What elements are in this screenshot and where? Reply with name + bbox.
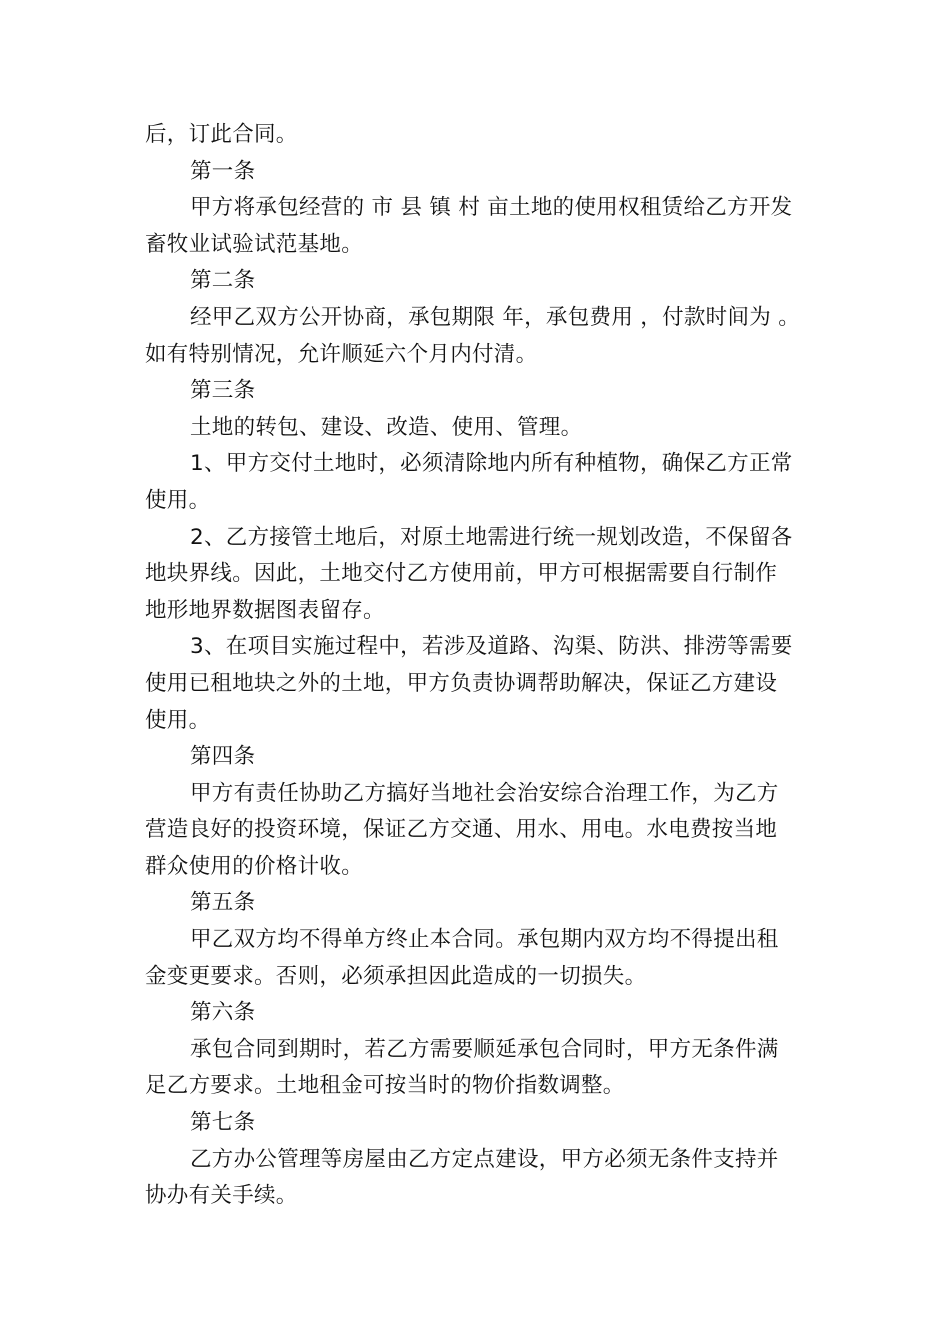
text-line: 使用。: [145, 487, 211, 513]
article-heading-2: 第二条: [190, 268, 256, 294]
text-line: 协办有关手续。: [145, 1183, 298, 1209]
text-line: 2、乙方接管土地后，对原土地需进行统一规划改造，不保留各: [190, 524, 793, 550]
text-line: 地形地界数据图表留存。: [145, 597, 385, 623]
text-line: 乙方办公管理等房屋由乙方定点建设，甲方必须无条件支持并: [190, 1146, 779, 1172]
text-line: 使用。: [145, 707, 211, 733]
article-heading-7: 第七条: [190, 1110, 256, 1136]
text-line: 金变更要求。否则，必须承担因此造成的一切损失。: [145, 963, 647, 989]
text-line: 后，订此合同。: [145, 122, 298, 147]
article-heading-4: 第四条: [190, 744, 256, 770]
article-heading-1: 第一条: [190, 158, 256, 184]
text-line: 土地的转包、建设、改造、使用、管理。: [190, 414, 583, 440]
text-line: 如有特别情况，允许顺延六个月内付清。: [145, 341, 538, 367]
text-line: 1、甲方交付土地时，必须清除地内所有种植物，确保乙方正常: [190, 451, 793, 477]
text-line: 地块界线。因此，土地交付乙方使用前，甲方可根据需要自行制作: [145, 561, 778, 587]
text-line: 营造良好的投资环境，保证乙方交通、用水、用电。水电费按当地: [145, 817, 778, 843]
text-line: 使用已租地块之外的土地，甲方负责协调帮助解决，保证乙方建设: [145, 670, 778, 696]
text-line: 经甲乙双方公开协商，承包期限 年，承包费用 ，付款时间为 。: [190, 304, 801, 330]
text-line: 承包合同到期时，若乙方需要顺延承包合同时，甲方无条件满: [190, 1036, 779, 1062]
document-page: [145, 117, 815, 1215]
text-line: 甲方有责任协助乙方搞好当地社会治安综合治理工作，为乙方: [190, 780, 779, 806]
article-heading-3: 第三条: [190, 378, 256, 404]
article-heading-5: 第五条: [190, 890, 256, 916]
article-heading-6: 第六条: [190, 1000, 256, 1026]
text-line: 足乙方要求。土地租金可按当时的物价指数调整。: [145, 1073, 625, 1099]
text-line: 群众使用的价格计收。: [145, 853, 364, 879]
text-line: 3、在项目实施过程中，若涉及道路、沟渠、防洪、排涝等需要: [190, 634, 793, 660]
text-line: 甲乙双方均不得单方终止本合同。承包期内双方均不得提出租: [190, 927, 779, 953]
text-line: 畜牧业试验试范基地。: [145, 231, 364, 257]
text-line: 甲方将承包经营的 市 县 镇 村 亩土地的使用权租赁给乙方开发: [190, 195, 793, 221]
